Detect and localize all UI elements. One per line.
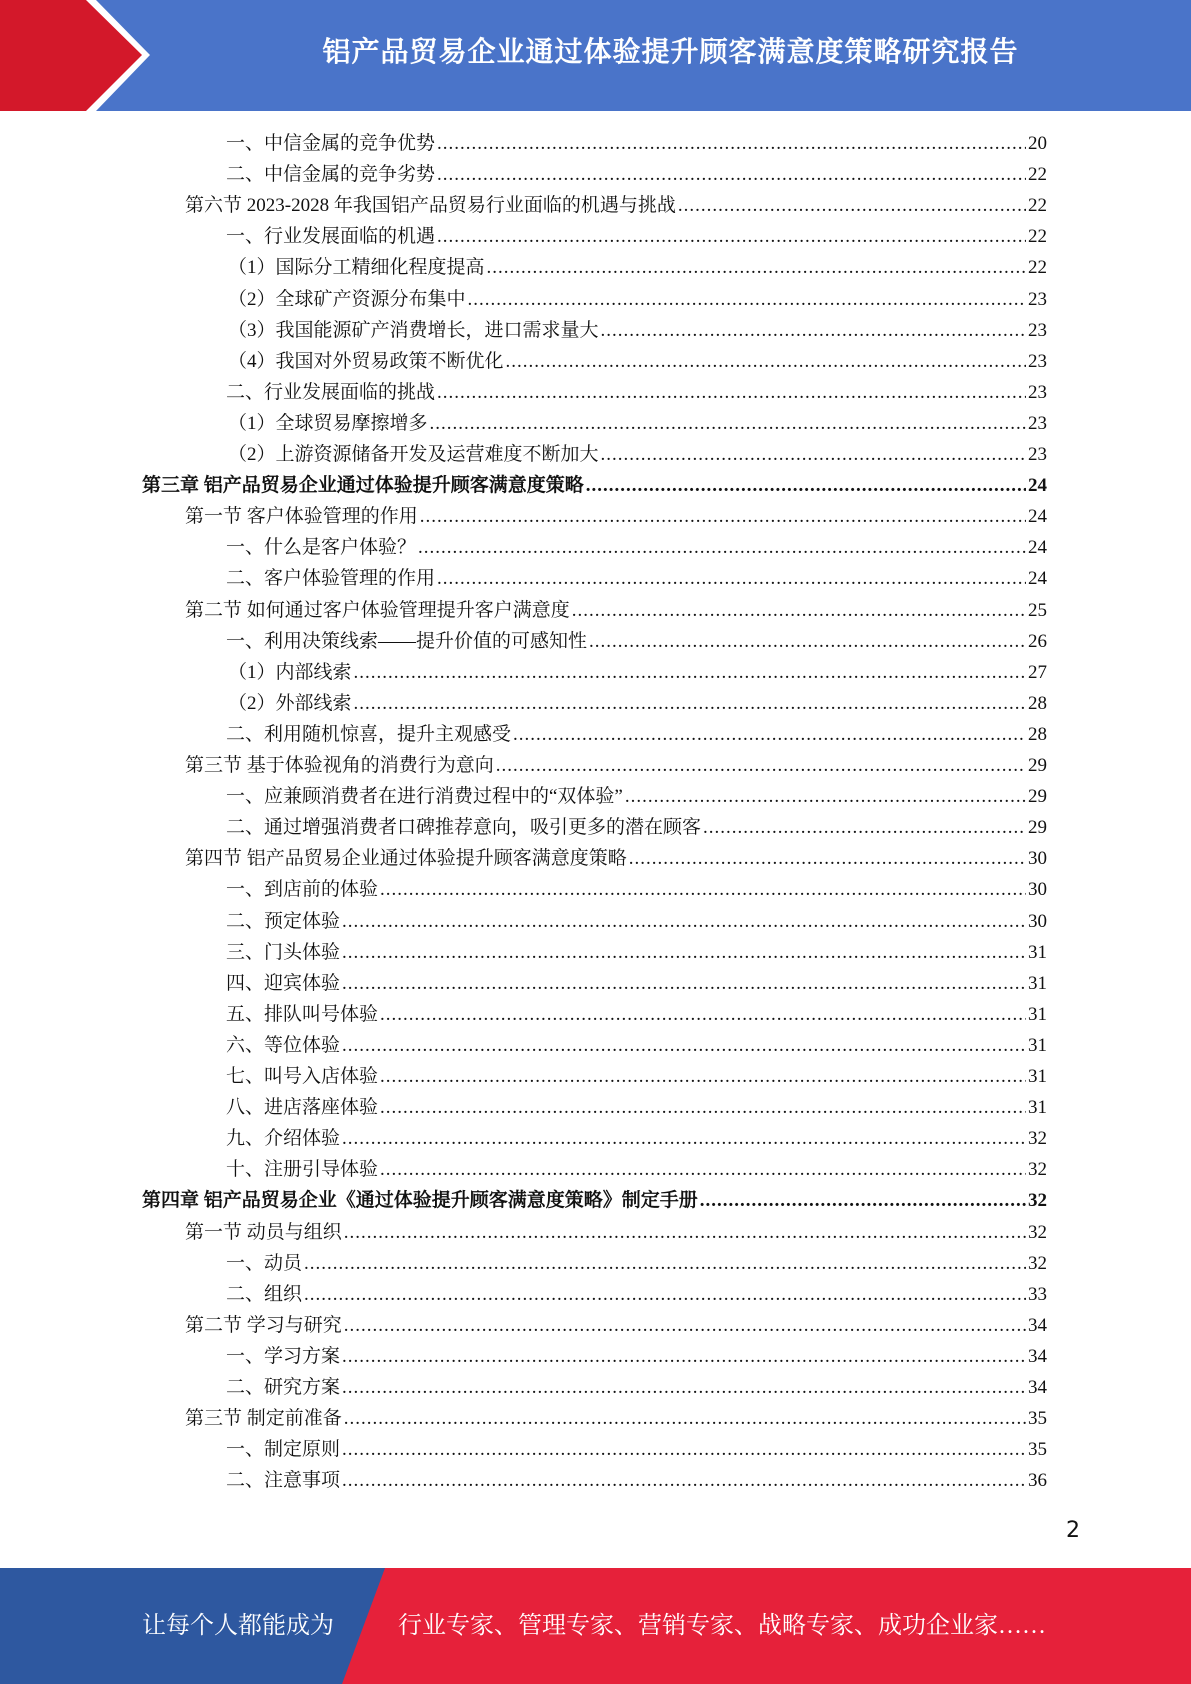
toc-entry-title: 七、叫号入店体验 bbox=[226, 1066, 379, 1087]
toc-entry-title: 一、到店前的体验 bbox=[226, 879, 379, 901]
toc-entry-title: 一、行业发展面临的机遇 bbox=[226, 226, 436, 248]
toc-entry-page: 32 bbox=[1028, 1159, 1047, 1181]
toc-dot-leader bbox=[601, 439, 1026, 470]
toc-entry-page: 31 bbox=[1028, 1066, 1047, 1087]
toc-entry[interactable] bbox=[185, 1310, 1047, 1341]
toc-entry-page: 22 bbox=[1028, 257, 1047, 279]
toc-entry[interactable] bbox=[226, 812, 1047, 843]
toc-entry[interactable] bbox=[228, 657, 1047, 688]
footer-slogan-right: 行业专家、管理专家、营销专家、战略专家、成功企业家…… bbox=[398, 1613, 1046, 1639]
toc-dot-leader bbox=[678, 190, 1026, 221]
toc-entry[interactable] bbox=[226, 377, 1047, 408]
toc-entry[interactable] bbox=[142, 470, 1047, 501]
toc-dot-leader bbox=[342, 1465, 1026, 1496]
toc-entry-title: 二、客户体验管理的作用 bbox=[226, 568, 436, 590]
toc-entry-page: 28 bbox=[1028, 723, 1047, 745]
toc-entry-title: （1）内部线索 bbox=[228, 661, 352, 683]
toc-dot-leader bbox=[342, 1123, 1026, 1154]
toc-dot-leader bbox=[354, 688, 1026, 719]
toc-entry-page: 31 bbox=[1028, 1034, 1047, 1056]
toc-dot-leader bbox=[380, 999, 1026, 1030]
toc-entry[interactable] bbox=[185, 1403, 1047, 1434]
toc-entry-title: 第六节 2023-2028 年我国铝产品贸易行业面临的机遇与挑战 bbox=[185, 195, 676, 217]
toc-entry-page: 31 bbox=[1028, 941, 1047, 963]
toc-entry[interactable] bbox=[142, 1185, 1047, 1216]
toc-entry[interactable] bbox=[226, 221, 1047, 252]
toc-entry[interactable] bbox=[185, 1217, 1047, 1248]
toc-entry-page: 34 bbox=[1028, 1377, 1047, 1398]
toc-dot-leader bbox=[344, 1403, 1026, 1434]
toc-dot-leader bbox=[506, 346, 1026, 377]
toc-entry-title: 二、研究方案 bbox=[226, 1377, 341, 1398]
toc-dot-leader bbox=[437, 377, 1026, 408]
toc-entry-page: 31 bbox=[1028, 972, 1047, 994]
toc-entry[interactable] bbox=[226, 626, 1047, 657]
toc-dot-leader bbox=[629, 843, 1026, 874]
toc-entry[interactable] bbox=[228, 315, 1047, 346]
toc-dot-leader bbox=[344, 1310, 1026, 1341]
toc-dot-leader bbox=[344, 1217, 1026, 1248]
toc-entry-title: 一、动员 bbox=[226, 1252, 303, 1274]
toc-entry-title: （2）全球矿产资源分布集中 bbox=[228, 288, 466, 310]
toc-dot-leader bbox=[342, 1372, 1026, 1403]
toc-entry-title: 五、排队叫号体验 bbox=[226, 1003, 379, 1025]
toc-dot-leader bbox=[430, 408, 1026, 439]
toc-entry[interactable] bbox=[228, 439, 1047, 470]
toc-entry[interactable] bbox=[226, 1248, 1047, 1279]
toc-entry[interactable] bbox=[226, 159, 1047, 190]
toc-entry[interactable] bbox=[226, 1123, 1047, 1154]
toc-entry-page: 32 bbox=[1028, 1128, 1047, 1150]
page-header bbox=[0, 0, 1191, 111]
toc-entry-page: 36 bbox=[1028, 1470, 1047, 1492]
toc-dot-leader bbox=[342, 1434, 1026, 1465]
toc-dot-leader bbox=[437, 221, 1026, 252]
footer-slogan-left: 让每个人都能成为 bbox=[142, 1613, 334, 1639]
toc-entry-title: 九、介绍体验 bbox=[226, 1128, 341, 1150]
toc-entry[interactable] bbox=[185, 843, 1047, 874]
toc-entry[interactable] bbox=[226, 719, 1047, 750]
toc-entry[interactable] bbox=[226, 1092, 1047, 1123]
toc-entry-page: 31 bbox=[1028, 1097, 1047, 1119]
toc-dot-leader bbox=[601, 315, 1026, 346]
toc-entry-page: 31 bbox=[1028, 1003, 1047, 1025]
toc-entry[interactable] bbox=[226, 968, 1047, 999]
toc-entry-page: 30 bbox=[1028, 848, 1047, 870]
toc-entry[interactable] bbox=[226, 874, 1047, 905]
toc-dot-leader bbox=[468, 284, 1026, 315]
toc-entry-title: 一、学习方案 bbox=[226, 1345, 341, 1367]
toc-entry-page: 22 bbox=[1028, 195, 1047, 217]
toc-dot-leader bbox=[380, 1092, 1026, 1123]
toc-dot-leader bbox=[496, 750, 1026, 781]
toc-entry-page: 32 bbox=[1028, 1221, 1047, 1243]
toc-entry-page: 23 bbox=[1028, 350, 1047, 372]
toc-entry-title: 第一节 客户体验管理的作用 bbox=[185, 506, 418, 528]
toc-entry[interactable] bbox=[226, 1465, 1047, 1496]
toc-entry-title: 第三节 制定前准备 bbox=[185, 1408, 342, 1430]
toc-entry-title: （1）全球贸易摩擦增多 bbox=[228, 412, 428, 434]
toc-entry[interactable] bbox=[226, 999, 1047, 1030]
toc-dot-leader bbox=[487, 252, 1026, 283]
toc-entry-page: 22 bbox=[1028, 226, 1047, 248]
toc-entry-page: 23 bbox=[1028, 381, 1047, 403]
toc-entry-title: 一、应兼顾消费者在进行消费过程中的“双体验” bbox=[226, 786, 623, 808]
toc-entry-title: 二、行业发展面临的挑战 bbox=[226, 381, 436, 403]
toc-dot-leader bbox=[304, 1279, 1026, 1310]
toc-entry[interactable] bbox=[226, 532, 1047, 563]
toc-entry-page: 30 bbox=[1028, 879, 1047, 901]
toc-dot-leader bbox=[572, 595, 1026, 626]
toc-dot-leader bbox=[342, 937, 1026, 968]
toc-dot-leader bbox=[304, 1248, 1026, 1279]
page-footer bbox=[0, 1568, 1191, 1684]
toc-entry-title: 第二节 如何通过客户体验管理提升客户满意度 bbox=[185, 599, 570, 621]
toc-entry-title: 第一节 动员与组织 bbox=[185, 1221, 342, 1243]
toc-entry[interactable] bbox=[226, 1372, 1047, 1403]
toc-entry-title: 三、门头体验 bbox=[226, 941, 341, 963]
toc-entry-page: 23 bbox=[1028, 412, 1047, 434]
toc-entry-page: 29 bbox=[1028, 786, 1047, 808]
toc-dot-leader bbox=[437, 128, 1026, 159]
toc-entry[interactable] bbox=[226, 1434, 1047, 1465]
toc-entry-title: 一、利用决策线索——提升价值的可感知性 bbox=[226, 630, 588, 652]
toc-entry[interactable] bbox=[185, 595, 1047, 626]
toc-entry[interactable] bbox=[226, 128, 1047, 159]
toc-dot-leader bbox=[342, 1030, 1026, 1061]
toc-entry-title: （2）上游资源储备开发及运营难度不断加大 bbox=[228, 444, 599, 465]
toc-entry-page: 34 bbox=[1028, 1314, 1047, 1336]
toc-entry-page: 30 bbox=[1028, 910, 1047, 932]
toc-entry-title: 十、注册引导体验 bbox=[226, 1159, 379, 1181]
toc-entry[interactable] bbox=[226, 1061, 1047, 1092]
toc-entry-title: （1）国际分工精细化程度提高 bbox=[228, 257, 485, 279]
toc-entry-title: 一、中信金属的竞争优势 bbox=[226, 133, 436, 154]
toc-dot-leader bbox=[354, 657, 1026, 688]
toc-entry-page: 26 bbox=[1028, 630, 1047, 652]
toc-dot-leader bbox=[703, 812, 1026, 843]
toc-entry[interactable] bbox=[185, 501, 1047, 532]
toc-entry-page: 29 bbox=[1028, 817, 1047, 839]
toc-entry[interactable] bbox=[226, 1279, 1047, 1310]
toc-entry-page: 23 bbox=[1028, 319, 1047, 341]
toc-entry-page: 35 bbox=[1028, 1439, 1047, 1461]
page-number: 2 bbox=[1066, 1518, 1080, 1543]
toc-entry-title: 第二节 学习与研究 bbox=[185, 1314, 342, 1336]
toc-entry-title: 第三节 基于体验视角的消费行为意向 bbox=[185, 755, 494, 776]
toc-dot-leader bbox=[700, 1185, 1026, 1216]
toc-entry-page: 24 bbox=[1028, 506, 1047, 528]
toc-entry-page: 24 bbox=[1028, 475, 1047, 497]
toc-dot-leader bbox=[437, 563, 1026, 594]
toc-entry-title: （3）我国能源矿产消费增长，进口需求量大 bbox=[228, 319, 599, 341]
toc-entry-page: 24 bbox=[1028, 537, 1047, 559]
toc-entry[interactable] bbox=[226, 781, 1047, 812]
report-title: 铝产品贸易企业通过体验提升顾客满意度策略研究报告 bbox=[322, 35, 1019, 68]
toc-dot-leader bbox=[437, 159, 1026, 190]
toc-entry-title: 六、等位体验 bbox=[226, 1034, 341, 1056]
toc-entry[interactable] bbox=[226, 937, 1047, 968]
toc-entry[interactable] bbox=[228, 688, 1047, 719]
toc-entry[interactable] bbox=[228, 408, 1047, 439]
toc-entry[interactable] bbox=[185, 750, 1047, 781]
toc-entry-page: 27 bbox=[1028, 661, 1047, 683]
toc-entry-page: 34 bbox=[1028, 1345, 1047, 1367]
toc-entry[interactable] bbox=[226, 1030, 1047, 1061]
toc-dot-leader bbox=[380, 874, 1026, 905]
toc-dot-leader bbox=[586, 470, 1026, 501]
toc-entry-title: 二、中信金属的竞争劣势 bbox=[226, 164, 436, 186]
toc-entry-page: 32 bbox=[1028, 1190, 1047, 1212]
toc-entry-title: 八、进店落座体验 bbox=[226, 1097, 379, 1119]
toc-entry-title: 二、通过增强消费者口碑推荐意向，吸引更多的潜在顾客 bbox=[226, 817, 702, 839]
toc-dot-leader bbox=[380, 1154, 1026, 1185]
toc-entry-page: 23 bbox=[1028, 288, 1047, 310]
toc-dot-leader bbox=[342, 906, 1026, 937]
toc-entry[interactable] bbox=[226, 1341, 1047, 1372]
toc-entry-page: 35 bbox=[1028, 1408, 1047, 1430]
toc-entry[interactable] bbox=[226, 1154, 1047, 1185]
toc-entry-page: 28 bbox=[1028, 692, 1047, 714]
toc-entry-page: 20 bbox=[1028, 133, 1047, 154]
toc-entry-page: 24 bbox=[1028, 568, 1047, 590]
toc-entry-title: （4）我国对外贸易政策不断优化 bbox=[228, 350, 504, 372]
toc-entry-title: 一、什么是客户体验？ bbox=[226, 537, 417, 559]
toc-entry[interactable] bbox=[226, 563, 1047, 594]
toc-entry-title: 二、注意事项 bbox=[226, 1470, 341, 1492]
toc-dot-leader bbox=[418, 532, 1026, 563]
toc-entry-page: 25 bbox=[1028, 599, 1047, 621]
toc-dot-leader bbox=[342, 1341, 1026, 1372]
toc-dot-leader bbox=[380, 1061, 1026, 1092]
toc-dot-leader bbox=[625, 781, 1026, 812]
toc-dot-leader bbox=[589, 626, 1026, 657]
toc-entry[interactable] bbox=[226, 906, 1047, 937]
toc-entry-title: 一、制定原则 bbox=[226, 1439, 341, 1461]
toc-entry-title: 四、迎宾体验 bbox=[226, 972, 341, 994]
toc-entry[interactable] bbox=[228, 252, 1047, 283]
toc-dot-leader bbox=[420, 501, 1026, 532]
header-arrow-icon bbox=[0, 0, 142, 111]
toc-entry-page: 32 bbox=[1028, 1252, 1047, 1274]
toc-dot-leader bbox=[513, 719, 1026, 750]
toc-entry[interactable] bbox=[228, 346, 1047, 377]
toc-entry-page: 29 bbox=[1028, 755, 1047, 776]
toc-entry-page: 33 bbox=[1028, 1283, 1047, 1305]
toc-entry-title: 第四章 铝产品贸易企业《通过体验提升顾客满意度策略》制定手册 bbox=[142, 1190, 698, 1212]
toc-entry-title: 二、利用随机惊喜，提升主观感受 bbox=[226, 723, 512, 745]
toc-entry[interactable] bbox=[185, 190, 1047, 221]
toc-entry-title: （2）外部线索 bbox=[228, 692, 352, 714]
toc-entry-title: 第三章 铝产品贸易企业通过体验提升顾客满意度策略 bbox=[142, 475, 584, 497]
toc-entry-title: 二、预定体验 bbox=[226, 910, 341, 932]
toc-entry-page: 23 bbox=[1028, 444, 1047, 465]
toc-entry-page: 22 bbox=[1028, 164, 1047, 186]
toc-dot-leader bbox=[342, 968, 1026, 999]
toc-entry-title: 第四节 铝产品贸易企业通过体验提升顾客满意度策略 bbox=[185, 848, 627, 870]
toc-entry-title: 二、组织 bbox=[226, 1283, 303, 1305]
toc-entry[interactable] bbox=[228, 284, 1047, 315]
